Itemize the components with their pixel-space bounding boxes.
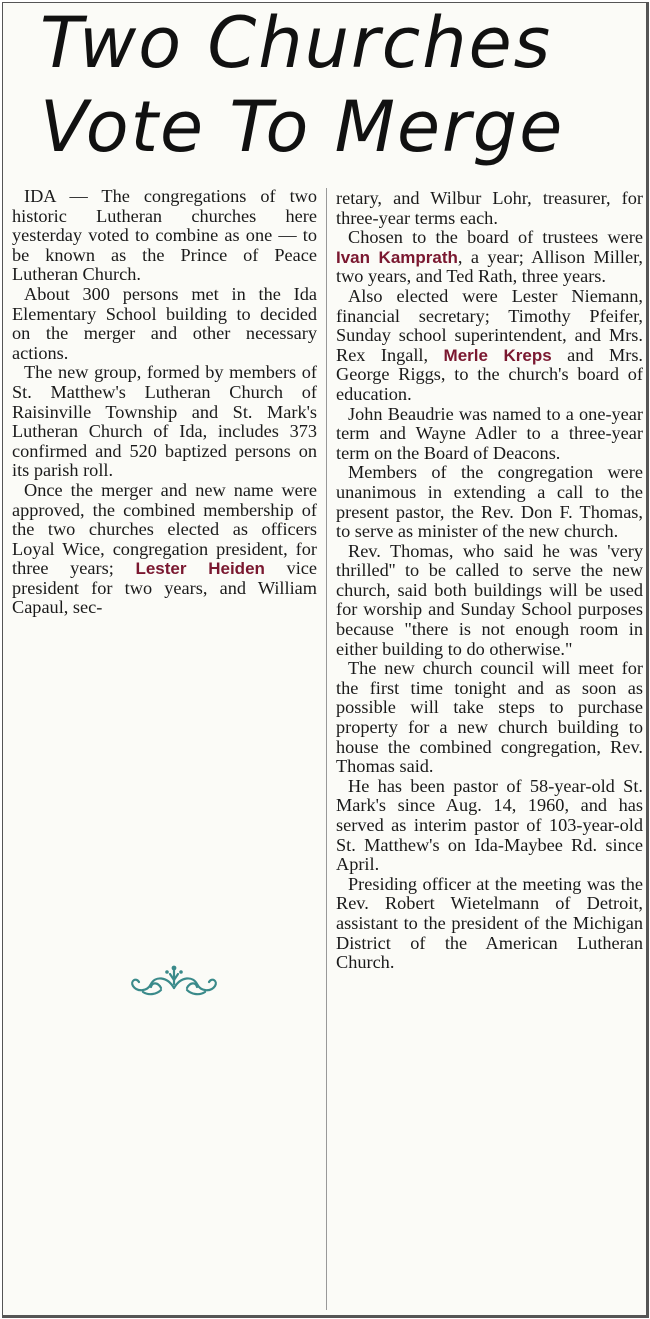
article-column-left (12, 187, 317, 618)
headline-line-2: Vote To Merge (40, 86, 565, 168)
paragraph-council: The new church council will meet for the first time tonight and as soon as possible will take steps to purchase property for a new church building to house the combined congregation, Rev. Thomas said. (336, 658, 643, 777)
paragraph-membership: The new group, formed by members of St. Matthew's Lutheran Church of Raisinville Township and St. Mark's Lutheran Church of Ida, includes 373 confirmed and 520 baptized persons on its parish roll. (12, 362, 317, 481)
paragraph-officers (12, 481, 317, 618)
education-text-b: and Mrs. George Riggs, to the church's board of education. (336, 344, 644, 404)
paragraph-board-education (336, 287, 643, 405)
name-merle-kreps: Merle Kreps (443, 345, 552, 365)
paragraph-attendance: About 300 persons met in the Ida Elementary School building to decided on the merger and other necessary actions. (12, 283, 317, 363)
paragraph-deacons: John Beaudrie was named to a one-year term and Wayne Adler to a three-year term on the Board of Deacons. (336, 403, 643, 463)
article-column-right (336, 189, 643, 973)
officers-text-a: Once the merger and new name were approved, the combined membership of the two churches elected as officers Loyal Wice, congregation president, for three years; (12, 479, 317, 579)
paragraph-pastor-call: Members of the congregation were unanimous in extending a call to the present pastor, the Rev. Don F. Thomas, to serve as minister of the new church. (336, 462, 643, 542)
headline-line-1: Two Churches (40, 2, 553, 84)
paragraph-pastor-quote: Rev. Thomas, who said he was 'very thrilled'' to be called to serve the new church, said both buildings will be used for worship and Sunday School purposes because "there is not enough room in either building to do otherwise." (336, 540, 643, 659)
trustees-text-a: Chosen to the board of trustees were (348, 227, 643, 248)
scroll-flourish-icon (127, 962, 222, 1000)
paragraph-officers-continued: retary, and Wilbur Lohr, treasurer, for three-year terms each. (336, 188, 643, 228)
officers-text-b: vice president for two years, and William Capaul, sec- (12, 558, 317, 618)
education-text-a: Also elected were Lester Niemann, financial secretary; Timothy Pfeifer, Sunday school superintendent, and Mrs. Rex Ingall, (336, 285, 643, 365)
paragraph-pastor-history: He has been pastor of 58-year-old St. Mark's since Aug. 14, 1960, and has served as interim pastor of 103-year-old St. Matthew's on Ida-Maybee Rd. since April. (336, 775, 643, 875)
name-lester-heiden: Lester Heiden (135, 559, 265, 579)
trustees-text-b: , a year; Allison Miller, two years, and Ted Rath, three years. (336, 246, 643, 287)
paragraph-presiding-officer: Presiding officer at the meeting was the Rev. Robert Wietelmann of Detroit, assistant to the president of the Michigan District of the American Lutheran Church. (336, 873, 643, 973)
paragraph-trustees (336, 228, 643, 287)
name-ivan-kamprath: Ivan Kamprath (336, 247, 458, 267)
column-divider (326, 188, 327, 1310)
paragraph-lead: IDA — The congregations of two historic Lutheran churches here yesterday voted to combine as one — to be known as the Prince of Peace Lutheran Church. (12, 186, 317, 285)
